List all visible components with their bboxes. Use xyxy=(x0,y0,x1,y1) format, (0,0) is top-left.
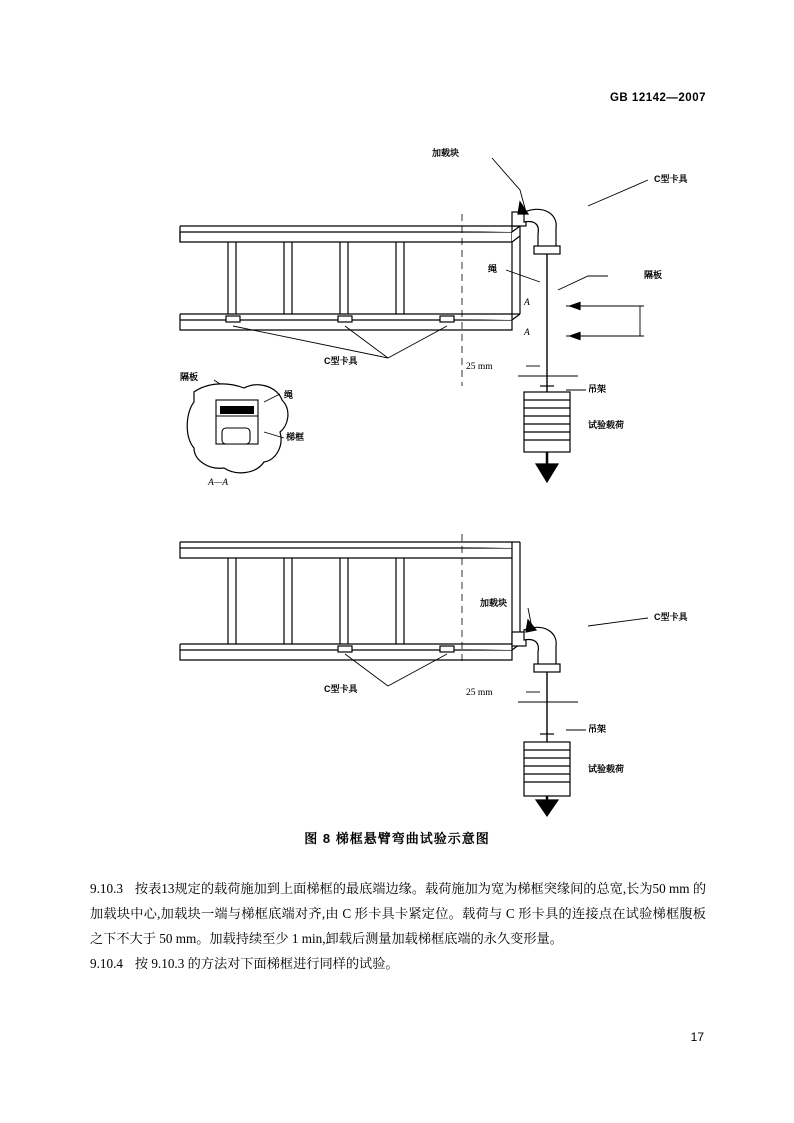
figure-8-illustration xyxy=(88,130,708,820)
clause-9-10-3-number: 9.10.3 xyxy=(90,881,123,896)
page-number: 17 xyxy=(690,1030,704,1044)
figure-caption: 图 8 梯框悬臂弯曲试验示意图 xyxy=(304,831,490,846)
label-top-test-load: 试验载荷 xyxy=(588,420,625,430)
bottom-c-clamp xyxy=(524,627,560,672)
top-load-block-leader xyxy=(492,158,528,214)
bottom-load-block-leader xyxy=(526,608,536,632)
label-bottom-hanger: 吊架 xyxy=(588,724,607,734)
top-25mm-dimension xyxy=(518,356,578,376)
top-partition-leader xyxy=(558,276,608,290)
clause-9-10-4 xyxy=(90,951,706,976)
top-c-clamp-leader xyxy=(588,180,648,206)
label-bottom-load-block: 加载块 xyxy=(480,598,508,608)
bottom-ladder-upper-rail xyxy=(180,542,520,558)
bottom-ladder-rungs xyxy=(228,558,404,644)
clause-9-10-3 xyxy=(90,876,706,951)
bottom-25mm-dimension xyxy=(518,682,578,702)
label-bottom-c-clamp-bottom: C型卡具 xyxy=(324,684,358,694)
bottom-c-clamp-leader xyxy=(588,618,648,626)
section-aa-detail xyxy=(187,384,288,473)
top-test-load-weight xyxy=(524,392,570,452)
label-bottom-25mm: 25 mm xyxy=(466,688,493,698)
bottom-test-load-weight xyxy=(524,742,570,796)
body-text-block xyxy=(90,876,706,976)
label-top-partition-plate: 隔板 xyxy=(644,270,663,280)
label-detail-partition: 隔板 xyxy=(180,372,199,382)
top-ladder-rungs xyxy=(228,242,404,314)
label-top-hanger: 吊架 xyxy=(588,384,607,394)
label-top-section-mark-upper: A xyxy=(524,298,530,308)
label-top-c-clamp-bottom: C型卡具 xyxy=(324,356,358,366)
top-load-direction-arrow xyxy=(536,452,558,482)
label-top-c-clamp-right: C型卡具 xyxy=(654,174,688,184)
top-c-clamp xyxy=(524,209,560,254)
top-ladder-upper-rail xyxy=(180,226,520,242)
clause-9-10-3-text: 按表13规定的载荷施加到上面梯框的最底端边缘。载荷施加为宽为梯框突缘间的总宽,长为50 mm 的加载块中心,加载块一端与梯框底端对齐,由 C 形卡具卡紧定位。载荷与 C 形卡具的连接点在试验梯框腹板之下不大于 50 mm。加载持续至少 1 min,卸载后测量加载梯框底端的永久变形量。 xyxy=(90,881,707,946)
clause-9-10-4-number: 9.10.4 xyxy=(90,956,123,971)
label-top-section-mark-lower: A xyxy=(524,328,530,338)
label-detail-rope: 绳 xyxy=(284,390,294,400)
top-rope-leader xyxy=(506,270,540,282)
label-detail-section-title: A—A xyxy=(208,478,229,488)
label-top-load-block: 加载块 xyxy=(432,148,460,158)
label-bottom-test-load: 试验载荷 xyxy=(588,764,625,774)
label-top-25mm: 25 mm xyxy=(466,362,493,372)
standard-number-header: GB 12142—2007 xyxy=(609,92,706,104)
bottom-ladder-assembly xyxy=(180,542,648,816)
label-top-rope: 绳 xyxy=(488,264,498,274)
bottom-ladder-right-end xyxy=(512,542,520,644)
bottom-load-direction-arrow xyxy=(536,796,558,816)
label-bottom-c-clamp-right: C型卡具 xyxy=(654,612,688,622)
clause-9-10-4-text: 按 9.10.3 的方法对下面梯框进行同样的试验。 xyxy=(134,956,399,971)
top-ladder-right-end xyxy=(512,236,520,314)
label-detail-ladder-frame: 梯框 xyxy=(286,432,305,442)
top-section-arrows xyxy=(566,303,644,340)
